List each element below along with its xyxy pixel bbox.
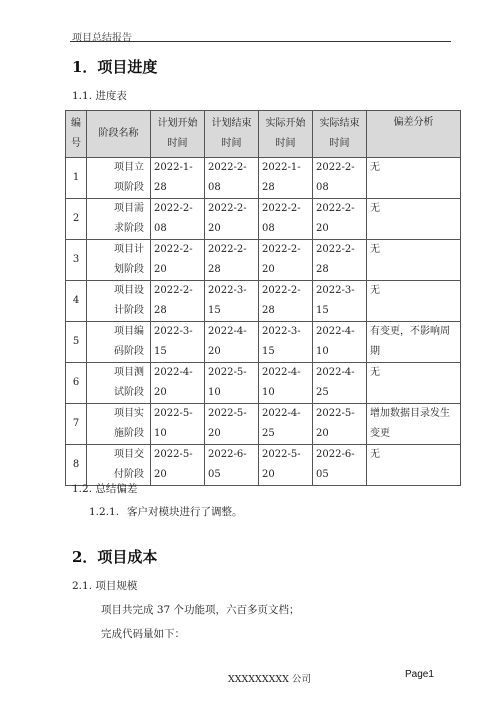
subsection-1-2-1-number: 1.2.1.	[89, 506, 120, 518]
planned-end: 2022-2-28	[205, 240, 259, 281]
subsection-1-2-1-text: 客户对模块进行了调整。	[127, 506, 243, 518]
planned-end: 2022-5-20	[205, 404, 259, 445]
actual-start: 2022-4-10	[259, 363, 313, 404]
deviation-analysis: 有变更，不影响周期	[367, 322, 461, 363]
actual-start: 2022-3-15	[259, 322, 313, 363]
table-row	[66, 404, 461, 445]
planned-end: 2022-2-20	[205, 199, 259, 240]
row-number: 1	[66, 158, 87, 199]
column-header: 偏差分析	[367, 111, 461, 158]
planned-end: 2022-4-20	[205, 322, 259, 363]
row-number: 3	[66, 240, 87, 281]
actual-end: 2022-2-28	[313, 240, 367, 281]
actual-start: 2022-5-20	[259, 445, 313, 486]
subsection-2-1-heading: 2.1. 项目规模	[72, 580, 138, 592]
actual-end: 2022-6-05	[313, 445, 367, 486]
section-2-heading: 2．项目成本	[72, 548, 158, 566]
schedule-table-header-row	[66, 111, 461, 158]
planned-start: 2022-4-20	[151, 363, 205, 404]
actual-end: 2022-4-25	[313, 363, 367, 404]
header-rule	[70, 41, 451, 42]
deviation-analysis: 增加数据目录发生变更	[367, 404, 461, 445]
column-header: 实际结束时间	[313, 111, 367, 158]
actual-end: 2022-2-20	[313, 199, 367, 240]
row-number: 5	[66, 322, 87, 363]
footer-company: XXXXXXXXX 公司	[228, 674, 311, 685]
planned-start: 2022-5-10	[151, 404, 205, 445]
phase-name: 项目计划阶段	[87, 240, 151, 281]
column-header: 实际开始时间	[259, 111, 313, 158]
actual-start: 2022-2-28	[259, 281, 313, 322]
schedule-table	[65, 110, 461, 486]
actual-end: 2022-2-08	[313, 158, 367, 199]
column-header: 计划结束时间	[205, 111, 259, 158]
running-header-title: 项目总结报告	[72, 33, 132, 44]
row-number: 2	[66, 199, 87, 240]
actual-end: 2022-4-10	[313, 322, 367, 363]
row-number: 8	[66, 445, 87, 486]
actual-start: 2022-2-20	[259, 240, 313, 281]
section-1-heading: 1．项目进度	[72, 58, 158, 76]
deviation-analysis: 无	[367, 445, 461, 486]
planned-end: 2022-6-05	[205, 445, 259, 486]
actual-start: 2022-2-08	[259, 199, 313, 240]
row-number: 7	[66, 404, 87, 445]
planned-start: 2022-3-15	[151, 322, 205, 363]
deviation-analysis: 无	[367, 363, 461, 404]
planned-start: 2022-2-20	[151, 240, 205, 281]
phase-name: 项目编码阶段	[87, 322, 151, 363]
planned-start: 2022-5-20	[151, 445, 205, 486]
deviation-analysis: 无	[367, 240, 461, 281]
table-row	[66, 322, 461, 363]
actual-start: 2022-1-28	[259, 158, 313, 199]
table-row	[66, 240, 461, 281]
row-number: 4	[66, 281, 87, 322]
deviation-analysis: 无	[367, 199, 461, 240]
planned-end: 2022-5-10	[205, 363, 259, 404]
column-header: 阶段名称	[87, 111, 151, 158]
planned-start: 2022-1-28	[151, 158, 205, 199]
code-volume-paragraph: 完成代码量如下：	[101, 628, 185, 640]
deviation-analysis: 无	[367, 281, 461, 322]
planned-start: 2022-2-08	[151, 199, 205, 240]
planned-start: 2022-2-28	[151, 281, 205, 322]
scale-paragraph: 项目共完成 37 个功能项，六百多页文档；	[101, 604, 300, 616]
actual-end: 2022-5-20	[313, 404, 367, 445]
table-row	[66, 199, 461, 240]
phase-name: 项目实施阶段	[87, 404, 151, 445]
table-row	[66, 158, 461, 199]
subsection-1-2-heading: 1.2. 总结偏差	[72, 483, 138, 495]
column-header: 计划开始时间	[151, 111, 205, 158]
table-row	[66, 363, 461, 404]
phase-name: 项目立项阶段	[87, 158, 151, 199]
deviation-analysis: 无	[367, 158, 461, 199]
phase-name: 项目需求阶段	[87, 199, 151, 240]
phase-name: 项目交付阶段	[87, 445, 151, 486]
row-number: 6	[66, 363, 87, 404]
subsection-1-1-heading: 1.1. 进度表	[72, 90, 127, 102]
table-row	[66, 281, 461, 322]
footer-page-number: Page1	[405, 669, 434, 680]
phase-name: 项目设计阶段	[87, 281, 151, 322]
actual-end: 2022-3-15	[313, 281, 367, 322]
table-row	[66, 445, 461, 486]
planned-end: 2022-2-08	[205, 158, 259, 199]
phase-name: 项目测试阶段	[87, 363, 151, 404]
planned-end: 2022-3-15	[205, 281, 259, 322]
actual-start: 2022-4-25	[259, 404, 313, 445]
column-header: 编号	[66, 111, 87, 158]
subsection-1-2-1	[89, 504, 243, 519]
